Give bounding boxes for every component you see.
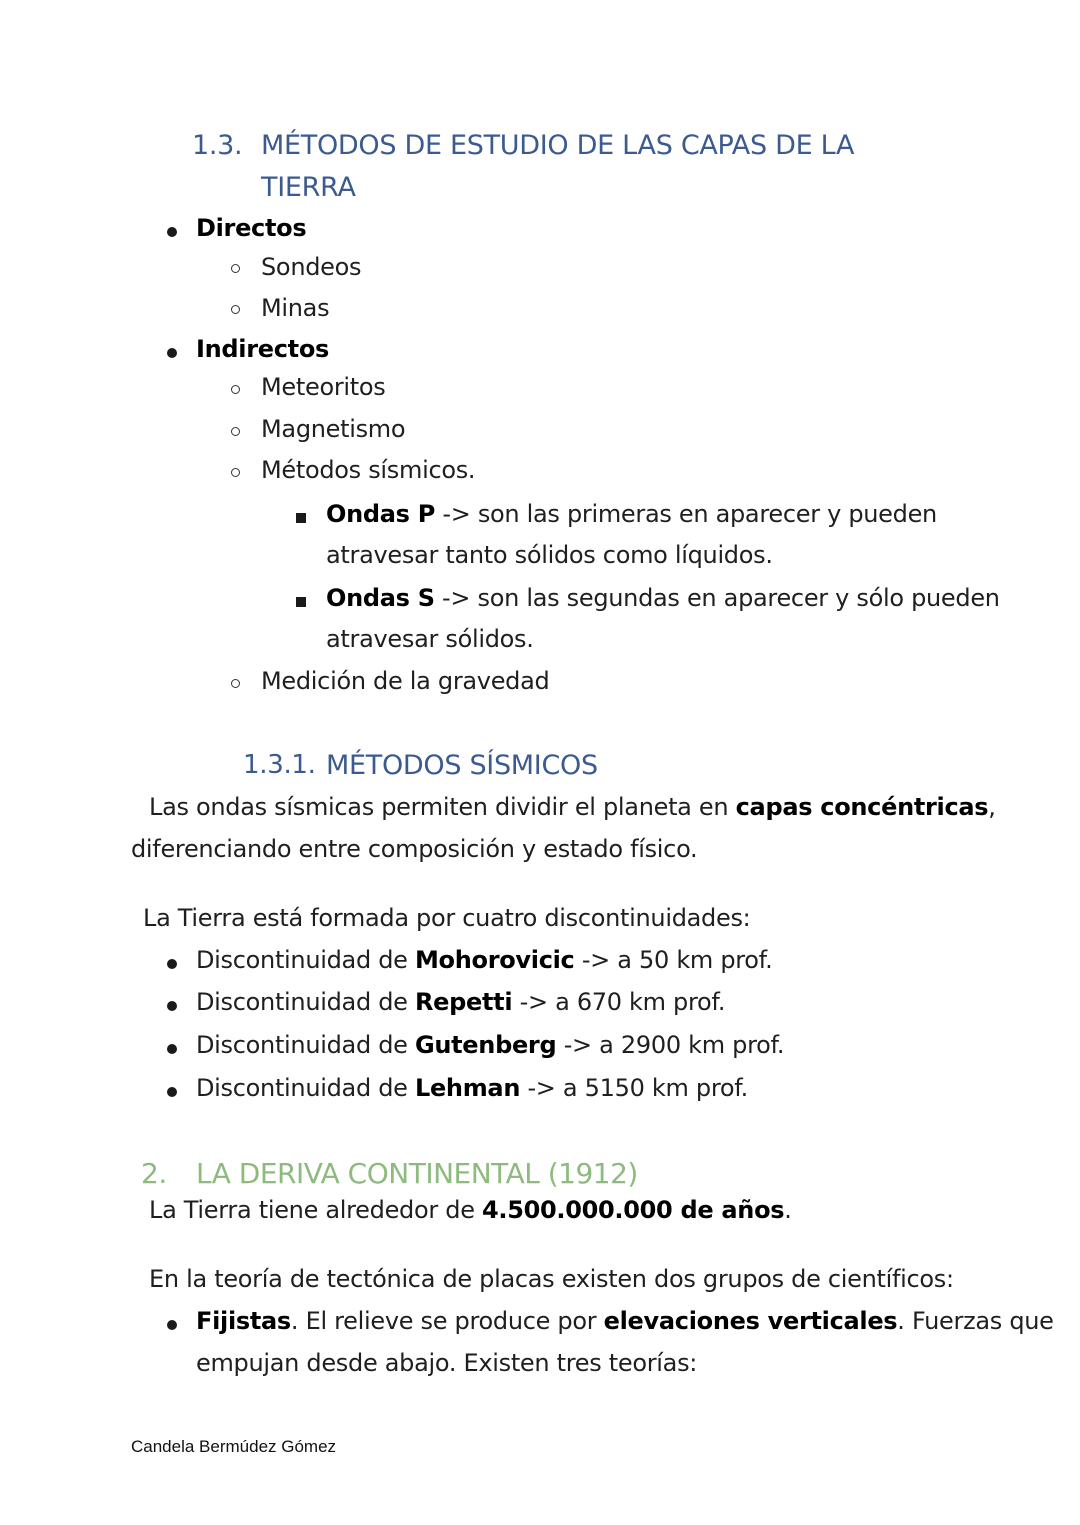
section-number: 1.3. — [192, 130, 243, 161]
list-item: Discontinuidad de Gutenberg -> a 2900 km prof. — [196, 1031, 785, 1059]
bullet-dot-icon — [167, 348, 177, 358]
paragraph-line: Las ondas sísmicas permiten dividir el planeta en capas concéntricas, — [149, 793, 996, 821]
discontinuities-intro: La Tierra está formada por cuatro discontinuidades: — [143, 904, 751, 932]
bullet-dot-icon — [167, 1044, 177, 1054]
list-item: Discontinuidad de Lehman -> a 5150 km prof. — [196, 1074, 748, 1102]
paragraph-line: diferenciando entre composición y estado físico. — [131, 835, 698, 863]
indirectos-label: Indirectos — [196, 335, 330, 363]
directos-label: Directos — [196, 214, 307, 242]
bullet-dot-icon — [167, 227, 177, 237]
list-item: Medición de la gravedad — [261, 667, 550, 695]
section-title: MÉTODOS DE ESTUDIO DE LAS CAPAS DE LA — [261, 130, 855, 161]
ondas-s-line-2: atravesar sólidos. — [326, 625, 534, 653]
bullet-dot-icon — [167, 1087, 177, 1097]
footer-author: Candela Bermúdez Gómez — [131, 1437, 337, 1456]
list-item: Magnetismo — [261, 415, 406, 443]
subsection-title: MÉTODOS SÍSMICOS — [326, 750, 598, 781]
paragraph-line: En la teoría de tectónica de placas existen dos grupos de científicos: — [149, 1265, 954, 1293]
bullet-dot-icon — [167, 1320, 177, 1330]
list-item: Meteoritos — [261, 373, 386, 401]
paragraph-line: La Tierra tiene alrededor de 4.500.000.000 de años. — [149, 1196, 792, 1224]
bullet-circle-icon — [231, 679, 240, 688]
list-item-continued: empujan desde abajo. Existen tres teorías: — [196, 1349, 698, 1377]
list-item: Minas — [261, 294, 330, 322]
list-item: Fijistas. El relieve se produce por elevaciones verticales. Fuerzas que — [196, 1307, 1054, 1335]
bullet-square-icon — [296, 597, 306, 607]
bullet-square-icon — [296, 513, 306, 523]
bullet-dot-icon — [167, 1001, 177, 1011]
section-number: 2. — [141, 1157, 167, 1190]
ondas-p-line-2: atravesar tanto sólidos como líquidos. — [326, 541, 773, 569]
list-item: Métodos sísmicos. — [261, 456, 476, 484]
bullet-circle-icon — [231, 305, 240, 314]
bullet-dot-icon — [167, 959, 177, 969]
section-title: LA DERIVA CONTINENTAL (1912) — [196, 1157, 638, 1190]
section-title-continued: TIERRA — [261, 172, 356, 203]
subsection-number: 1.3.1. — [243, 750, 316, 780]
bullet-circle-icon — [231, 264, 240, 273]
bullet-circle-icon — [231, 385, 240, 394]
list-item: Discontinuidad de Mohorovicic -> a 50 km prof. — [196, 946, 773, 974]
list-item: Sondeos — [261, 253, 362, 281]
list-item: Discontinuidad de Repetti -> a 670 km prof. — [196, 988, 726, 1016]
ondas-s-line: Ondas S -> son las segundas en aparecer y sólo pueden — [326, 584, 1000, 612]
bullet-circle-icon — [231, 427, 240, 436]
bullet-circle-icon — [231, 468, 240, 477]
ondas-p-line: Ondas P -> son las primeras en aparecer y pueden — [326, 500, 937, 528]
